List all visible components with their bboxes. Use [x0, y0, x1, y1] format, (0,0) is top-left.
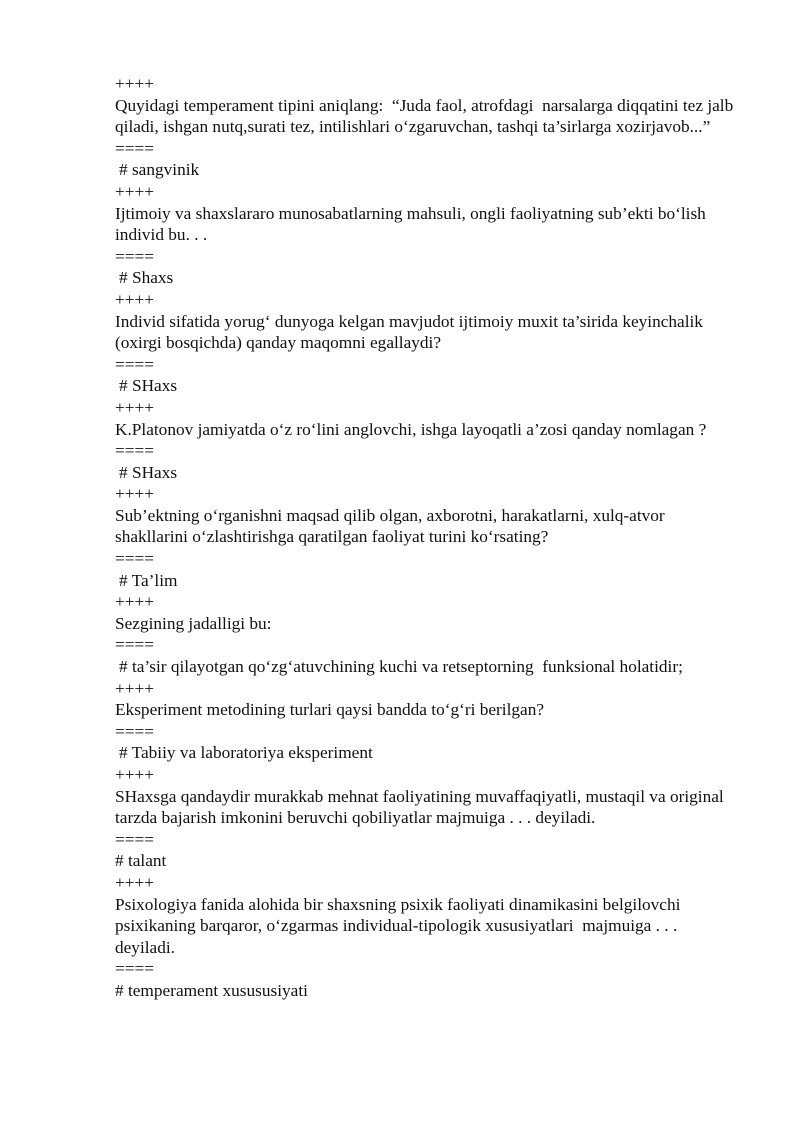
separator-equals: ==== [115, 549, 154, 569]
question-text: Sezgining jadalligi bu: [115, 613, 272, 633]
question-text: Quyidagi temperament tipini aniqlang: “Juda faol, atrofdagi narsalarga diqqatini tez jalb qiladi, ishgan nutq,surati tez, intilishlari o‘zgaruvchan, tashqi ta’sirlarga xozirjavob...” [115, 95, 738, 137]
answer-text: # talant [115, 851, 167, 871]
question-text: K.Platonov jamiyatda o‘z ro‘lini anglovchi, ishga layoqatli a’zosi qanday nomlagan ? [115, 419, 707, 439]
separator-plus: ++++ [115, 678, 154, 698]
answer-text: # temperament xusususiyati [115, 980, 308, 1000]
question-text: Ijtimoiy va shaxslararo munosabatlarning mahsuli, ongli faoliyatning sub’ekti bo‘lish individ bu. . . [115, 203, 711, 245]
answer-text: # Tabiiy va laboratoriya eksperiment [119, 743, 373, 763]
question-text: Individ sifatida yorug‘ dunyoga kelgan mavjudot ijtimoiy muxit ta’sirida keyinchalik (oxirgi bosqichda) qanday maqomni egallaydi? [115, 311, 712, 353]
separator-equals: ==== [115, 441, 154, 461]
answer-text: # sangvinik [119, 160, 200, 180]
question-text: Eksperiment metodining turlari qaysi bandda to‘g‘ri berilgan? [115, 700, 545, 720]
separator-plus: ++++ [115, 181, 154, 201]
separator-equals: ==== [115, 959, 154, 979]
separator-plus: ++++ [115, 872, 154, 892]
separator-equals: ==== [115, 635, 154, 655]
separator-plus: ++++ [115, 289, 154, 309]
separator-plus: ++++ [115, 484, 154, 504]
answer-text: # Shaxs [119, 268, 174, 288]
separator-equals: ==== [115, 721, 154, 741]
separator-equals: ==== [115, 354, 154, 374]
separator-plus: ++++ [115, 592, 154, 612]
question-text: Psixologiya fanida alohida bir shaxsning psixik faoliyati dinamikasini belgilovchi psixikaning barqaror, o‘zgarmas individual-tipologik xususiyatlari majmuiga . . . deyiladi. [115, 894, 685, 957]
answer-text: # ta’sir qilayotgan qo‘zg‘atuvchining kuchi va retseptorning funksional holatidir; [119, 657, 683, 677]
separator-plus: ++++ [115, 74, 154, 93]
separator-plus: ++++ [115, 765, 154, 784]
answer-text: # SHaxs [119, 376, 178, 396]
question-text: Sub’ektning o‘rganishni maqsad qilib olgan, axborotni, harakatlarni, xulq-atvor shakllarini o‘zlashtirishga qaratilgan faoliyat turini ko‘rsating? [115, 505, 670, 547]
answer-text: # Ta’lim [119, 570, 178, 590]
separator-equals: ==== [115, 246, 154, 266]
separator-plus: ++++ [115, 397, 154, 417]
question-text: SHaxsga qandaydir murakkab mehnat faoliyatining muvaffaqiyatli, mustaqil va original tarzda bajarish imkonini beruvchi qobiliyatlar majmuiga . . . deyiladi. [115, 786, 729, 828]
answer-text: # SHaxs [119, 462, 178, 482]
separator-equals: ==== [115, 829, 154, 849]
separator-equals: ==== [115, 138, 154, 158]
